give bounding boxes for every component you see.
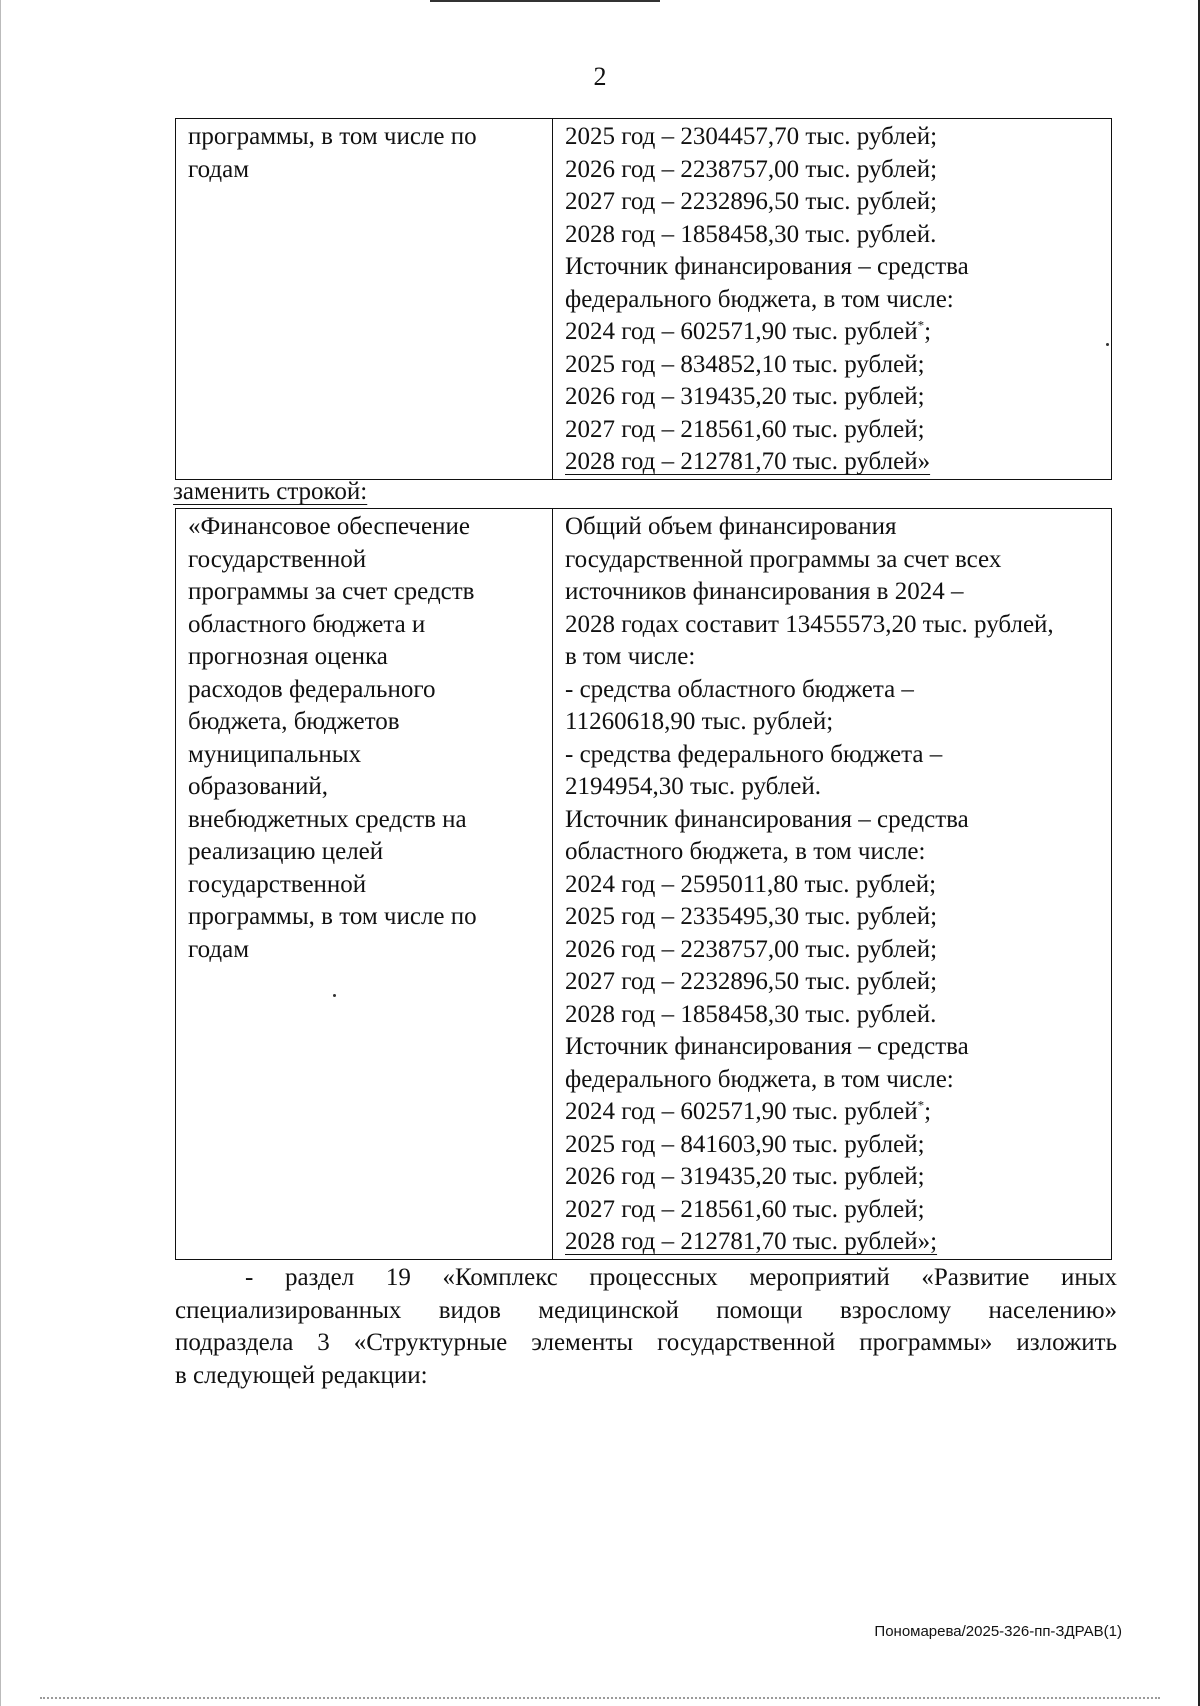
funding-table-new xyxy=(175,508,1112,1260)
scan-edge-top xyxy=(430,0,660,2)
line-end-punctuation: ; xyxy=(924,318,932,345)
label-line: бюджета, бюджетов xyxy=(188,708,400,735)
table-row xyxy=(176,119,1112,480)
amount-line: Источник финансирования – средства xyxy=(565,1033,969,1060)
amount-line: 2026 год – 2238757,00 тыс. рублей; xyxy=(565,155,938,183)
amount-text: 2024 год – 602571,90 тыс. рублей xyxy=(565,318,918,345)
document-footer-code: Пономарева/2025-326-пп-ЗДРАВ(1) xyxy=(874,1623,1122,1640)
amount-line: 2027 год – 218561,60 тыс. рублей; xyxy=(565,1195,925,1223)
amount-line: 2027 год – 2232896,50 тыс. рублей; xyxy=(565,968,938,995)
amount-line: 2028 год – 1858458,30 тыс. рублей. xyxy=(565,1000,937,1028)
amount-line: 2025 год – 834852,10 тыс. рублей; xyxy=(565,350,925,378)
label-line: государственной xyxy=(188,545,367,573)
amount-line: - средства федерального бюджета – xyxy=(565,740,943,768)
amount-line: областного бюджета, в том числе: xyxy=(565,838,926,865)
funding-table-old xyxy=(175,118,1112,480)
table-row xyxy=(176,509,1112,1260)
amount-line: 2024 год – 2595011,80 тыс. рублей; xyxy=(565,870,937,898)
amount-line: федерального бюджета, в том числе: xyxy=(565,285,954,313)
scan-edge-left xyxy=(0,0,1,1706)
amendment-paragraph xyxy=(175,1262,1117,1392)
label-line: прогнозная оценка xyxy=(188,643,388,670)
table-cell-label xyxy=(176,509,553,1260)
amount-line: Источник финансирования – средства xyxy=(565,805,969,833)
table-cell-amounts xyxy=(553,509,1112,1260)
label-line: внебюджетных средств на xyxy=(188,805,467,833)
label-line: реализацию целей xyxy=(188,838,384,865)
amount-line: 11260618,90 тыс. рублей; xyxy=(565,708,834,735)
page-number: 2 xyxy=(593,62,607,91)
amount-line: государственной программы за счет всех xyxy=(565,545,1002,573)
amount-line: 2028 год – 1858458,30 тыс. рублей. xyxy=(565,220,937,248)
line-end-punctuation: ; xyxy=(924,1098,932,1125)
amount-line: 2026 год – 2238757,00 тыс. рублей; xyxy=(565,935,938,963)
label-line: муниципальных xyxy=(188,740,362,768)
label-line: расходов федерального xyxy=(188,675,436,703)
amount-line: - средства областного бюджета – xyxy=(565,675,914,703)
amount-line: 2028 год – 212781,70 тыс. рублей»; xyxy=(565,1228,938,1255)
amount-line: федерального бюджета, в том числе: xyxy=(565,1065,954,1093)
amount-line: 2028 год – 212781,70 тыс. рублей» xyxy=(565,448,931,475)
paragraph-line: - раздел 19 «Комплекс процессных мероприятий «Развитие иных xyxy=(245,1264,1117,1291)
amount-line: 2026 год – 319435,20 тыс. рублей; xyxy=(565,1163,925,1190)
amount-line: 2194954,30 тыс. рублей. xyxy=(565,773,821,800)
amount-line-footnoted xyxy=(565,316,1101,349)
amount-line: источников финансирования в 2024 – xyxy=(565,578,964,605)
amount-line: 2026 год – 319435,20 тыс. рублей; xyxy=(565,383,925,410)
label-line: программы, в том числе по xyxy=(188,123,477,150)
amount-line: в том числе: xyxy=(565,643,696,670)
label-line: годам xyxy=(188,155,250,183)
amount-line: 2025 год – 841603,90 тыс. рублей; xyxy=(565,1130,925,1158)
amount-line: 2027 год – 2232896,50 тыс. рублей; xyxy=(565,188,938,215)
amount-line: 2025 год – 2304457,70 тыс. рублей; xyxy=(565,123,938,150)
amount-text: 2024 год – 602571,90 тыс. рублей xyxy=(565,1098,918,1125)
scan-speck xyxy=(333,994,336,997)
label-line: программы, в том числе по xyxy=(188,903,477,930)
amount-line: Общий объем финансирования xyxy=(565,513,897,540)
amount-line: Источник финансирования – средства xyxy=(565,253,969,280)
paragraph-line: подраздела 3 «Структурные элементы государственной программы» изложить xyxy=(175,1329,1117,1356)
footnote-mark: * xyxy=(917,317,925,333)
scan-edge-bottom xyxy=(40,1697,1160,1699)
amount-line: 2025 год – 2335495,30 тыс. рублей; xyxy=(565,903,938,930)
scan-speck xyxy=(1106,343,1109,346)
table-cell-amounts xyxy=(553,119,1112,480)
label-line: годам xyxy=(188,935,250,963)
replace-instruction: заменить строкой: xyxy=(173,478,368,505)
amount-line: 2028 годах составит 13455573,20 тыс. рублей, xyxy=(565,610,1054,638)
label-line: государственной xyxy=(188,870,367,898)
label-line: «Финансовое обеспечение xyxy=(188,513,470,540)
label-line: программы за счет средств xyxy=(188,578,475,605)
amount-line: 2027 год – 218561,60 тыс. рублей; xyxy=(565,415,925,443)
footnote-mark: * xyxy=(917,1097,925,1113)
paragraph-line: в следующей редакции: xyxy=(175,1361,428,1389)
label-line: образований, xyxy=(188,773,329,800)
label-line: областного бюджета и xyxy=(188,610,426,638)
amount-line-footnoted xyxy=(565,1096,1101,1129)
paragraph-line: специализированных видов медицинской помощи взрослому населению» xyxy=(175,1296,1117,1324)
table-cell-label xyxy=(176,119,553,480)
